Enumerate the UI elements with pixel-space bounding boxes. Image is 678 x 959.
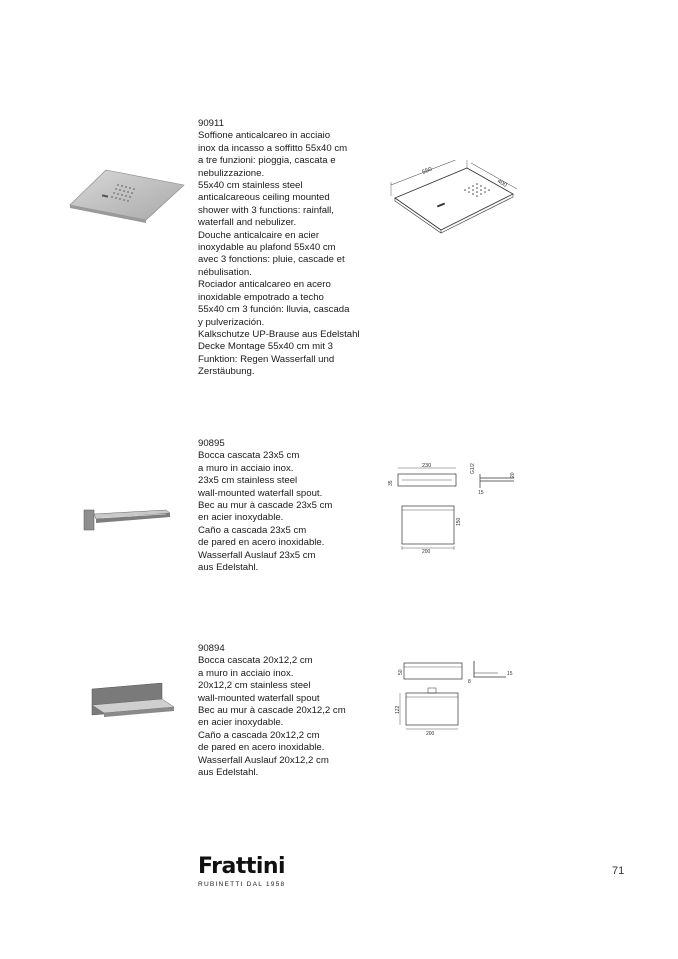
desc-line: Caño a cascada 20x12,2 cm [198,729,320,741]
dim-front-height: 122 [395,705,401,714]
product-description-90895 [198,438,368,574]
desc-line: en acier inoxydable. [198,512,284,524]
desc-line: Caño a cascada 23x5 cm [198,524,307,536]
desc-line: Wasserfall Auslauf 20x12,2 cm [198,754,329,766]
dim-front-width: 200 [422,549,431,555]
dim-g: G1/2 [470,463,476,474]
desc-line: de pared en acero inoxidable. [198,742,325,754]
dim-length: 550 [421,166,434,176]
dim-front-height: 150 [456,517,462,526]
desc-line: shower with 3 functions: rainfall, [198,204,334,216]
product-photo-90894 [88,683,178,726]
desc-line: Decke Montage 55x40 cm mit 3 [198,341,333,353]
desc-line: wall-mounted waterfall spout. [198,487,323,499]
product-photo-90911 [66,165,186,230]
desc-line: waterfall and nebulizer. [198,217,297,229]
dim-d1: 20 [510,472,516,478]
desc-line: Wasserfall Auslauf 23x5 cm [198,549,316,561]
desc-line: 20x12,2 cm stainless steel [198,680,311,692]
desc-line: Bocca cascata 23x5 cm [198,450,300,462]
desc-line: Rociador anticalcareo en acero [198,279,331,291]
page-number: 71 [612,865,625,877]
desc-line: anticalcareous ceiling mounted [198,192,330,204]
desc-line: a muro in acciaio inox. [198,462,294,474]
dim-side2: 15 [507,671,513,677]
logo-wordmark: Frattini [198,854,286,879]
desc-line: inoxydable au plafond 55x40 cm [198,242,336,254]
desc-line: inox da incasso a soffitto 55x40 cm [198,142,348,154]
desc-line: Kalkschutze UP-Brause aus Edelstahl [198,328,360,340]
dim-height: 50 [398,669,404,675]
desc-line: Bocca cascata 20x12,2 cm [198,655,313,667]
desc-line: Douche anticalcaire en acier [198,229,320,241]
desc-line: aus Edelstahl. [198,562,259,574]
desc-line: avec 3 fonctions: pluie, cascade et [198,254,345,266]
logo-tagline: RUBINETTI DAL 1958 [198,881,286,888]
dim-height: 35 [388,480,394,486]
technical-drawing-90894 [390,655,525,745]
technical-drawing-90911 [385,160,520,245]
dim-d2: 15 [478,490,484,496]
desc-line: wall-mounted waterfall spout [198,692,320,704]
desc-line: 23x5 cm stainless steel [198,475,298,487]
product-code: 90895 [198,438,225,449]
dim-top-width: 230 [422,463,432,469]
technical-drawing-90895 [382,460,527,560]
desc-line: Soffione anticalcareo in acciaio [198,130,331,142]
product-description-90894 [198,643,368,779]
desc-line: Zerstäubung. [198,366,255,378]
desc-line: a muro in acciaio inox. [198,667,294,679]
desc-line: de pared en acero inoxidable. [198,537,325,549]
product-code: 90911 [198,118,224,129]
brand-logo [198,855,285,888]
desc-line: a tre funzioni: pioggia, cascata e [198,155,336,167]
product-code: 90894 [198,643,225,654]
desc-line: Bec au mur à cascade 23x5 cm [198,500,333,512]
desc-line: 55x40 cm 3 función: lluvia, cascada [198,304,350,316]
dim-front-width: 200 [426,731,435,737]
dim-width: 400 [496,178,508,189]
product-photo-90895 [82,504,172,537]
desc-line: Bec au mur à cascade 20x12,2 cm [198,705,346,717]
dim-side: 8 [468,679,471,685]
desc-line: nebulizzazione. [198,167,265,179]
desc-line: en acier inoxydable. [198,717,284,729]
product-description-90911 [198,118,368,379]
desc-line: nébulisation. [198,266,252,278]
desc-line: 55x40 cm stainless steel [198,180,303,192]
desc-line: aus Edelstahl. [198,767,259,779]
desc-line: inoxidable empotrado a techo [198,291,324,303]
desc-line: y pulverización. [198,316,265,328]
desc-line: Funktion: Regen Wasserfall und [198,353,335,365]
